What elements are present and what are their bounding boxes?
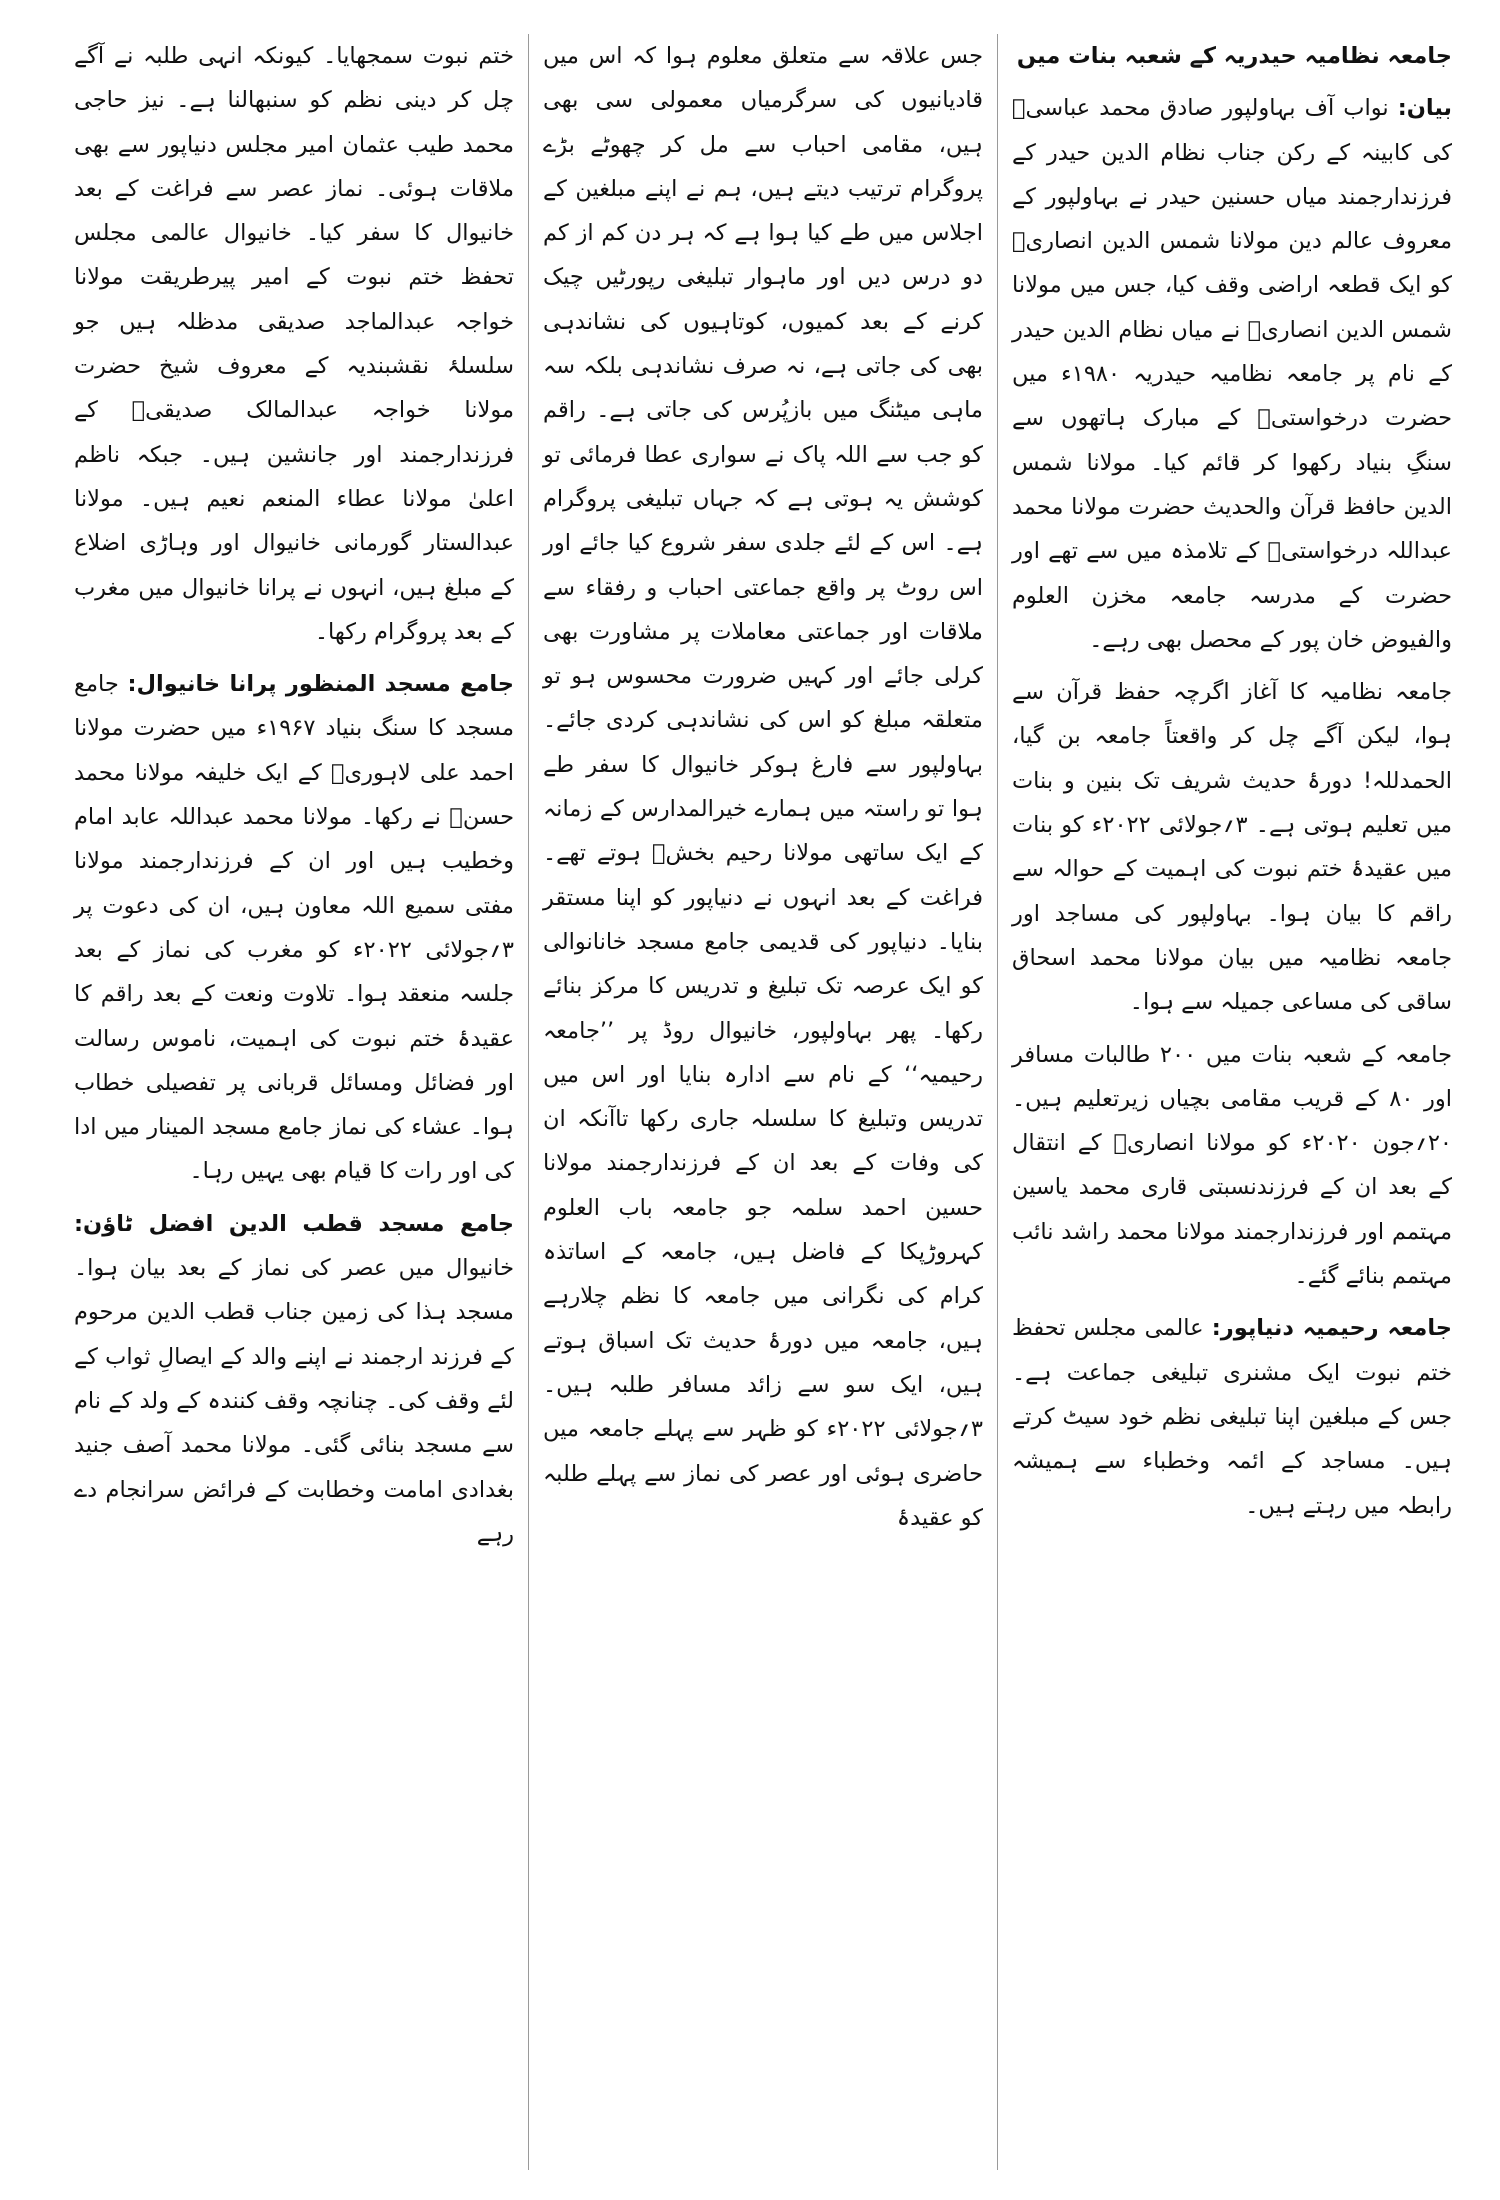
article-columns (42, 34, 1458, 2170)
section-heading: جامع مسجد قطب الدین افضل ٹاؤن: (74, 1210, 514, 1237)
section-heading: جامع مسجد المنظور پرانا خانیوال: (127, 671, 515, 698)
column-middle (537, 34, 989, 2170)
column-left (68, 34, 520, 2170)
paragraph-text: جامعہ نظامیہ کا آغاز اگرچہ حفظ قرآن سے ہوا، لیکن آگے چل کر واقعتاً جامعہ بن گیا، الحمدللہ! دورۂ حدیث شریف تک بنین و بنات میں تعلیم ہوتی ہے۔ ۳؍جولائی ۲۰۲۲ء کو بنات میں عقیدۂ ختم نبوت کی اہمیت کے حوالہ سے راقم کا بیان ہوا۔ بہاولپور کی مساجد اور جامعہ نظامیہ میں بیان مولانا محمد اسحاق ساقی کی مساعی جمیلہ سے ہوا۔ (1012, 679, 1453, 1016)
paragraph (1012, 86, 1452, 662)
paragraph (74, 1202, 514, 1556)
paragraph-text: عالمی مجلس تحفظ ختم نبوت ایک مشنری تبلیغی جماعت ہے۔ جس کے مبلغین اپنا تبلیغی نظم خود سیٹ کرتے ہیں۔ مساجد کے ائمہ وخطباء سے ہمیشہ رابطہ میں رہتے ہیں۔ (1012, 1315, 1452, 1519)
paragraph (543, 34, 983, 1540)
section-heading: جامعہ نظامیہ حیدریہ کے شعبہ بنات میں (1016, 43, 1452, 69)
column-right (1006, 34, 1458, 2170)
paragraph (74, 662, 514, 1194)
paragraph-text: نواب آف بہاولپور صادق محمد عباسیؒ کی کابینہ کے رکن جناب نظام الدین حیدر کے فرزندارجمند میاں حسنین حیدر نے بہاولپور کے معروف عالم دین مولانا شمس الدین انصاریؒ کو ایک قطعہ اراضی وقف کیا، جس میں مولانا شمس الدین انصاریؒ نے میاں نظام الدین حیدر کے نام پر جامعہ نظامیہ حیدریہ ۱۹۸۰ء میں حضرت درخواستیؒ کے مبارک ہاتھوں سے سنگِ بنیاد رکھوا کر قائم کیا۔ مولانا شمس الدین حافظ قرآن والحدیث حضرت مولانا محمد عبداللہ درخواستیؒ کے تلامذہ میں سے تھے اور حضرت کے مدرسہ جامعہ مخزن العلوم والفیوض خان پور کے محصل بھی رہے۔ (1012, 95, 1453, 653)
paragraph (1012, 1306, 1452, 1527)
paragraph-text: جامع مسجد کا سنگ بنیاد ۱۹۶۷ء میں حضرت مولانا احمد علی لاہوریؒ کے ایک خلیفہ مولانا محمد حسنؒ نے رکھا۔ مولانا محمد عبداللہ عابد امام وخطیب ہیں اور ان کے فرزندارجمند مولانا مفتی سمیع اللہ معاون ہیں، ان کی دعوت پر ۳؍جولائی ۲۰۲۲ء کو مغرب کی نماز کے بعد جلسہ منعقد ہوا۔ تلاوت ونعت کے بعد راقم کا عقیدۂ ختم نبوت کی اہمیت، ناموس رسالت اور فضائل ومسائل قربانی پر تفصیلی خطاب ہوا۔ عشاء کی نماز جامع مسجد المینار میں ادا کی اور رات کا قیام بھی یہیں رہا۔ (74, 671, 515, 1185)
paragraph-text: ختم نبوت سمجھایا۔ کیونکہ انہی طلبہ نے آگے چل کر دینی نظم کو سنبھالنا ہے۔ نیز حاجی محمد طیب عثمان امیر مجلس دنیاپور سے بھی ملاقات ہوئی۔ نماز عصر سے فراغت کے بعد خانیوال کا سفر کیا۔ خانیوال عالمی مجلس تحفظ ختم نبوت کے امیر پیرطریقت مولانا خواجہ عبدالماجد صدیقی مدظلہ ہیں جو سلسلۂ نقشبندیہ کے معروف شیخ حضرت مولانا خواجہ عبدالمالک صدیقیؒ کے فرزندارجمند اور جانشین ہیں۔ جبکہ ناظم اعلیٰ مولانا عطاء المنعم نعیم ہیں۔ مولانا عبدالستار گورمانی خانیوال اور وہاڑی اضلاع کے مبلغ ہیں، انہوں نے پرانا خانیوال میں مغرب کے بعد پروگرام رکھا۔ (74, 43, 514, 645)
section-heading: جامعہ رحیمیہ دنیاپور: (1211, 1315, 1452, 1342)
section-heading: بیان: (1397, 95, 1453, 122)
paragraph (1012, 1033, 1452, 1299)
paragraph-text: جس علاقہ سے متعلق معلوم ہوا کہ اس میں قادیانیوں کی سرگرمیاں معمولی سی بھی ہیں، مقامی احباب سے مل کر چھوٹے بڑے پروگرام ترتیب دیتے ہیں، ہم نے اپنے مبلغین کے اجلاس میں طے کیا ہوا ہے کہ ہر دن کم از کم دو درس دیں اور ماہوار تبلیغی رپورٹیں چیک کرنے کے بعد کمیوں، کوتاہیوں کی نشاندہی بھی کی جاتی ہے، نہ صرف نشاندہی بلکہ سہ ماہی میٹنگ میں بازپُرس کی جاتی ہے۔ راقم کو جب سے اللہ پاک نے سواری عطا فرمائی تو کوشش یہ ہوتی ہے کہ جہاں تبلیغی پروگرام ہے۔ اس کے لئے جلدی سفر شروع کیا جائے اور اس روٹ پر واقع جماعتی احباب و رفقاء سے ملاقات اور جماعتی معاملات پر مشاورت بھی کرلی جائے اور کہیں ضرورت محسوس ہو تو متعلقہ مبلغ کو اس کی نشاندہی کردی جائے۔ بہاولپور سے فارغ ہوکر خانیوال کا سفر طے ہوا تو راستہ میں ہمارے خیرالمدارس کے زمانہ کے ایک ساتھی مولانا رحیم بخشؒ ہوتے تھے۔ فراغت کے بعد انہوں نے دنیاپور کو اپنا مستقر بنایا۔ دنیاپور کی قدیمی جامع مسجد خانانوالی کو ایک عرصہ تک تبلیغ و تدریس کا مرکز بنائے رکھا۔ پھر بہاولپور، خانیوال روڈ پر ’’جامعہ رحیمیہ‘‘ کے نام سے ادارہ بنایا اور اس میں تدریس وتبلیغ کا سلسلہ جاری رکھا تاآنکہ ان کی وفات کے بعد ان کے فرزندارجمند مولانا حسین احمد سلمہ جو جامعہ باب العلوم کہروڑپکا کے فاضل ہیں، جامعہ کے اساتذہ کرام کی نگرانی میں جامعہ کا نظم چلارہے ہیں، جامعہ میں دورۂ حدیث تک اسباق ہوتے ہیں، ایک سو سے زائد مسافر طلبہ ہیں۔ ۳؍جولائی ۲۰۲۲ء کو ظہر سے پہلے جامعہ میں حاضری ہوئی اور عصر کی نماز سے پہلے طلبہ کو عقیدۂ (543, 43, 983, 1531)
paragraph (74, 34, 514, 654)
paragraph-text: جامعہ کے شعبہ بنات میں ۲۰۰ طالبات مسافر اور ۸۰ کے قریب مقامی بچیاں زیرتعلیم ہیں۔ ۲۰؍جون ۲۰۲۰ء کو مولانا انصاریؒ کے انتقال کے بعد ان کے فرزندنسبتی قاری محمد یاسین مہتمم اور فرزندارجمند مولانا محمد راشد نائب مہتمم بنائے گئے۔ (1012, 1041, 1452, 1290)
paragraph-text: خانیوال میں عصر کی نماز کے بعد بیان ہوا۔ مسجد ہذا کی زمین جناب قطب الدین مرحوم کے فرزند ارجمند نے اپنے والد کے ایصالِ ثواب کے لئے وقف کی۔ چنانچہ وقف کنندہ کے ولد کے نام سے مسجد بنائی گئی۔ مولانا محمد آصف جنید بغدادی امامت وخطابت کے فرائض سرانجام دے رہے (74, 1255, 514, 1547)
column-divider (997, 34, 998, 2170)
paragraph (1012, 670, 1452, 1024)
column-divider (528, 34, 529, 2170)
